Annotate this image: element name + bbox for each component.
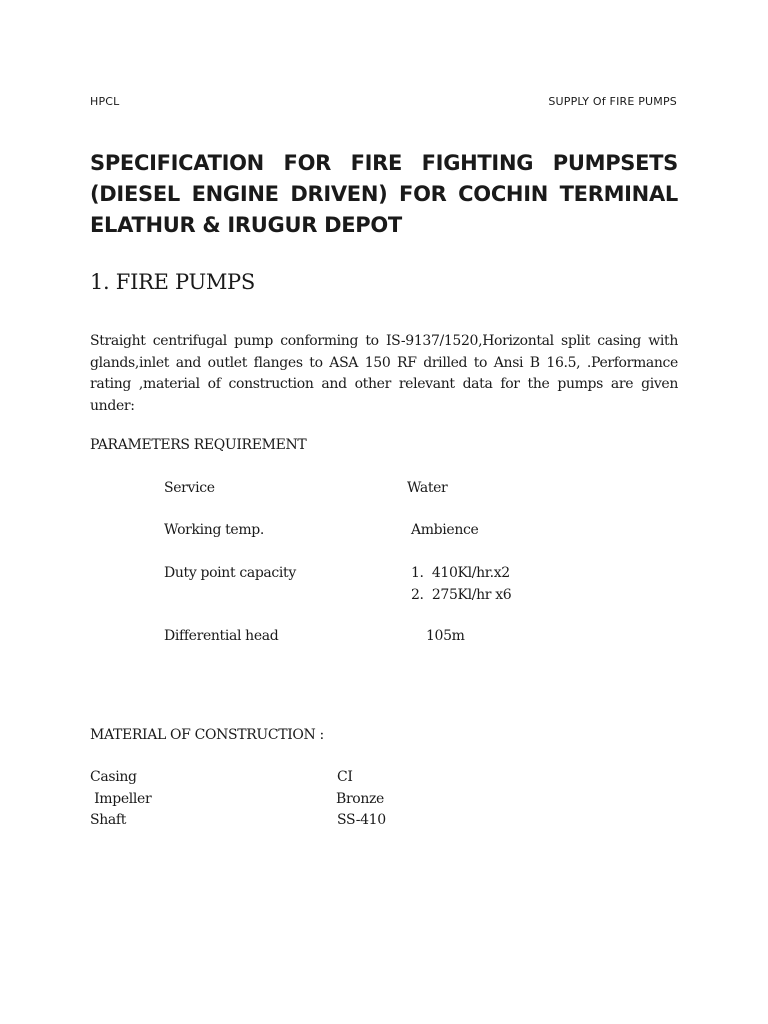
param-label-duty-capacity: Duty point capacity bbox=[164, 565, 296, 581]
material-value-casing: CI bbox=[337, 769, 353, 785]
material-label-impeller: Impeller bbox=[90, 791, 152, 807]
param-label-working-temp: Working temp. bbox=[164, 522, 264, 538]
materials-heading: MATERIAL OF CONSTRUCTION : bbox=[90, 727, 324, 743]
param-value-duty-capacity-2: 2. 275Kl/hr x6 bbox=[411, 587, 512, 603]
material-label-shaft: Shaft bbox=[90, 812, 127, 828]
material-value-shaft: SS-410 bbox=[337, 812, 386, 828]
material-label-casing: Casing bbox=[90, 769, 137, 785]
header-left: HPCL bbox=[90, 95, 120, 108]
material-value-impeller: Bronze bbox=[336, 791, 384, 807]
section-heading-fire-pumps: 1. FIRE PUMPS bbox=[90, 270, 255, 294]
param-label-differential-head: Differential head bbox=[164, 628, 279, 644]
param-value-differential-head: 105m bbox=[426, 628, 465, 644]
parameters-heading: PARAMETERS REQUIREMENT bbox=[90, 437, 307, 453]
document-title: SPECIFICATION FOR FIRE FIGHTING PUMPSETS (DIESEL ENGINE DRIVEN) FOR COCHIN TERMINAL ELATHUR & IRUGUR DEPOT bbox=[90, 151, 678, 237]
param-value-service: Water bbox=[407, 480, 448, 496]
param-label-service: Service bbox=[164, 480, 215, 496]
header-right: SUPPLY Of FIRE PUMPS bbox=[548, 95, 677, 108]
param-value-working-temp: Ambience bbox=[411, 522, 479, 538]
section-paragraph: Straight centrifugal pump conforming to IS-9137/1520,Horizontal split casing with glands,inlet and outlet flanges to ASA 150 RF drilled to Ansi B 16.5, .Performance rating ,material of construction and other relevant data for the pumps are given under: bbox=[90, 333, 678, 414]
param-value-duty-capacity-1: 1. 410Kl/hr.x2 bbox=[411, 565, 510, 581]
